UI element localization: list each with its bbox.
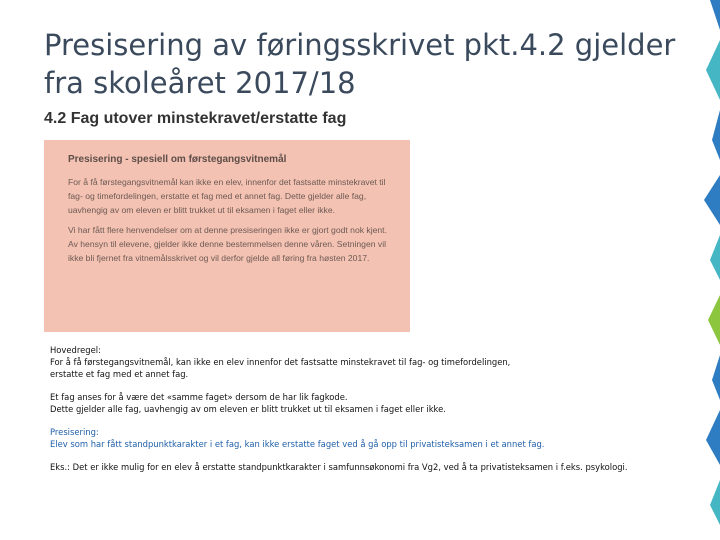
quote-box-paragraph-2: Vi har fått flere henvendelser om at denne presiseringen ikke er gjort godt nok kjent. Av hensyn til elevene, gjelder ikke denne bestemmelsen denne våren. Setningen vil ikke bli fjernet fra vitnemålsskrivet og vil derfor gjelde all føring fra høsten 2017. bbox=[68, 225, 387, 263]
paragraph-main-rule bbox=[50, 344, 690, 380]
quote-box-image bbox=[44, 140, 410, 332]
deco-shape-6 bbox=[708, 295, 720, 345]
slide-title bbox=[44, 26, 684, 102]
paragraph-same-subject-line-2: Dette gjelder alle fag, uavhengig av om eleven er blitt trukket ut til eksamen i faget eller ikke. bbox=[50, 404, 446, 414]
paragraph-clarification bbox=[50, 426, 690, 450]
quote-box-paragraph-1: For å få førstegangsvitnemål kan ikke en elev, innenfor det fastsatte minstekravet til fag- og timefordelingen, erstatte et fag med et annet fag. Dette gjelder alle fag, uavhengig av om eleven er blitt trukket ut til eksamen i faget eller ikke. bbox=[68, 177, 386, 215]
paragraph-main-rule-line-2: For å få førstegangsvitnemål, kan ikke en elev innenfor det fastsatte minstekravet til fag- og timefordelingen, bbox=[50, 357, 511, 367]
quote-box-heading: Presisering - spesiell om førstegangsvitnemål bbox=[68, 154, 287, 165]
deco-shape-5 bbox=[710, 235, 720, 280]
slide-title-line-2: fra skoleåret 2017/18 bbox=[44, 66, 356, 100]
slide-title-line-1: Presisering av føringsskrivet pkt.4.2 gjelder bbox=[44, 28, 676, 62]
deco-shape-3 bbox=[712, 110, 720, 160]
paragraph-clarification-label: Presisering: bbox=[50, 427, 99, 437]
section-heading: 4.2 Fag utover minstekravet/erstatte fag bbox=[44, 110, 347, 127]
body-text bbox=[50, 344, 690, 484]
deco-shape-7 bbox=[712, 355, 720, 400]
decorative-side-stripe bbox=[698, 0, 720, 540]
deco-shape-2 bbox=[706, 40, 720, 100]
paragraph-main-rule-line-3: erstatte et fag med et annet fag. bbox=[50, 369, 189, 379]
paragraph-example bbox=[50, 461, 690, 473]
paragraph-same-subject bbox=[50, 391, 690, 415]
deco-shape-8 bbox=[706, 410, 720, 465]
deco-shape-9 bbox=[710, 480, 720, 525]
paragraph-main-rule-label: Hovedregel: bbox=[50, 345, 101, 355]
paragraph-example-line-1: Eks.: Det er ikke mulig for en elev å erstatte standpunktkarakter i samfunnsøkonomi fra Vg2, ved å ta privatisteksamen i f.eks. psykologi. bbox=[50, 462, 628, 472]
paragraph-same-subject-line-1: Et fag anses for å være det «samme faget» dersom de har lik fagkode. bbox=[50, 392, 348, 402]
paragraph-clarification-line-2: Elev som har fått standpunktkarakter i et fag, kan ikke erstatte faget ved å gå opp til privatisteksamen i et annet fag. bbox=[50, 439, 545, 449]
deco-shape-4 bbox=[704, 175, 720, 225]
deco-shape-1 bbox=[710, 0, 720, 30]
